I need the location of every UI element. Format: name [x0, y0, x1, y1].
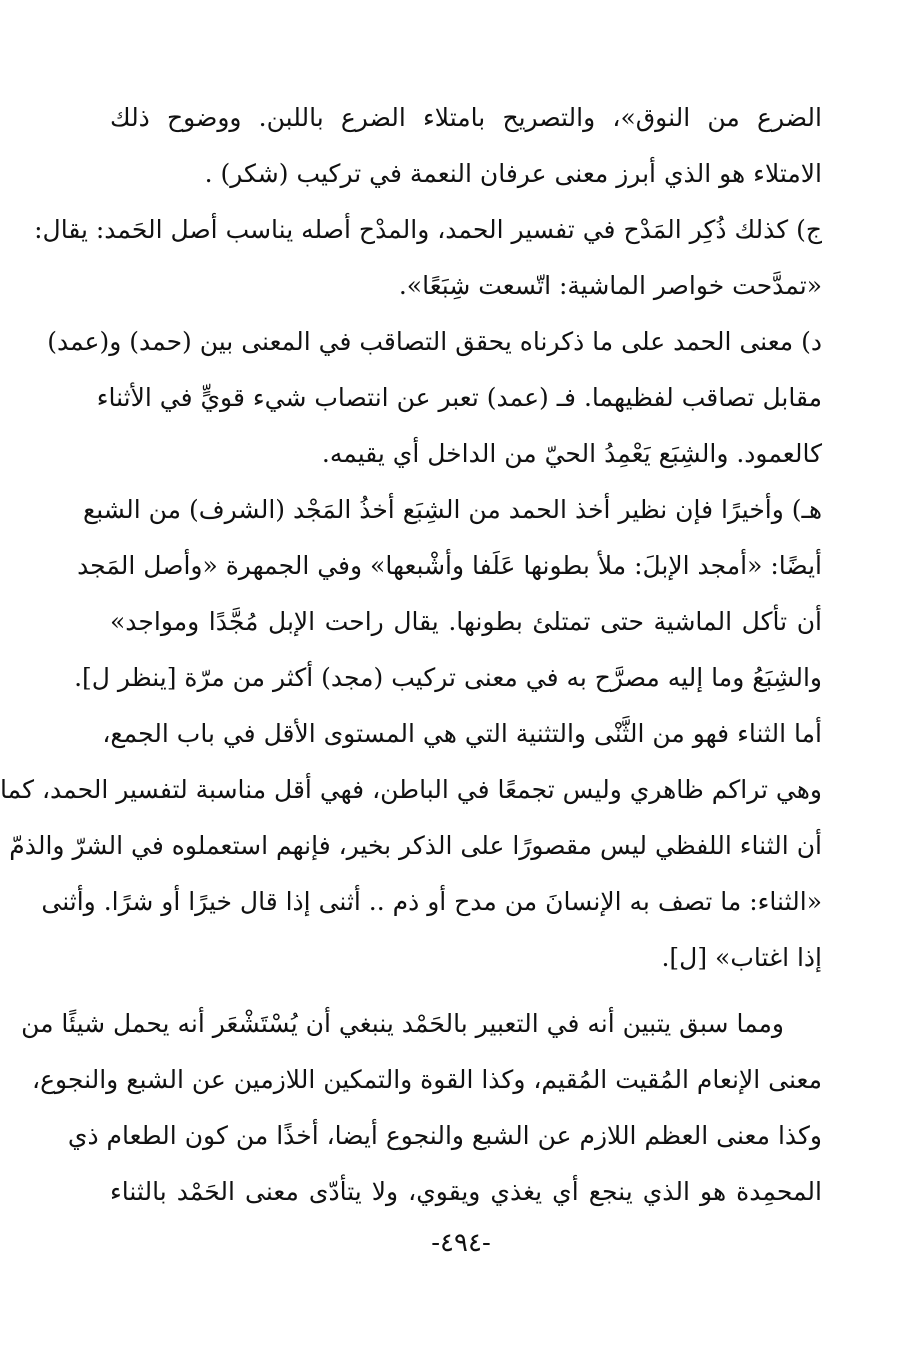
- page-text: [0, 90, 822, 1220]
- text-line: الامتلاء هو الذي أبرز معنى عرفان النعمة في تركيب (شكر) .: [204, 159, 822, 188]
- text-line: الضرع من النوق»، والتصريح بامتلاء الضرع باللبن. ووضوح ذلك: [110, 103, 822, 132]
- text-line: مقابل تصاقب لفظيهما. فـ (عمد) تعبر عن انتصاب شيء قويٍّ في الأثناء: [96, 383, 822, 412]
- text-line: وكذا معنى العظم اللازم عن الشبع والنجوع أيضا، أخذًا من كون الطعام ذي: [67, 1121, 822, 1150]
- text-line: إذا اغتاب» [ل].: [661, 943, 822, 972]
- text-line: «الثناء: ما تصف به الإنسانَ من مدح أو ذم .. أثنى إذا قال خيرًا أو شرًا. وأثنى: [41, 887, 822, 916]
- text-line: أيضًا: «أمجد الإبلَ: ملأ بطونها عَلَفا وأشْبعها» وفي الجمهرة «وأصل المَجد: [77, 551, 822, 580]
- list-item-dal: د) معنى الحمد على ما ذكرناه يحقق التصاقب في المعنى بين (حمد) و(عمد): [47, 327, 822, 356]
- text-line: كالعمود. والشِبَع يَعْمِدُ الحيّ من الداخل أي يقيمه.: [321, 439, 822, 468]
- page-number: -٤٩٤-: [431, 1228, 491, 1258]
- text-line: أن تأكل الماشية حتى تمتلئ بطونها. يقال راحت الإبل مُجَّدًا ومواجد»: [110, 607, 822, 636]
- text-line: معنى الإنعام المُقيت المُقيم، وكذا القوة والتمكين اللازمين عن الشبع والنجوع،: [32, 1065, 822, 1094]
- text-line: «تمدَّحت خواصر الماشية: اتّسعت شِبَعًا».: [398, 271, 822, 300]
- text-line: أن الثناء اللفظي ليس مقصورًا على الذكر بخير، فإنهم استعملوه في الشرّ والذمّ: [9, 831, 822, 860]
- paragraph-start: ومما سبق يتبين أنه في التعبير بالحَمْد ينبغي أن يُسْتَشْعَر أنه يحمل شيئًا من: [21, 1009, 784, 1038]
- list-item-jim: ج) كذلك ذُكِر المَدْح في تفسير الحمد، والمدْح أصله يناسب أصل الحَمد: يقال:: [34, 215, 822, 244]
- text-line: وهي تراكم ظاهري وليس تجمعًا في الباطن، فهي أقل مناسبة لتفسير الحمد، كما: [0, 775, 822, 804]
- paragraph-start: أما الثناء فهو من الثَّنْى والتثنية التي هي المستوى الأقل في باب الجمع،: [102, 719, 822, 748]
- text-line: والشِبَعُ وما إليه مصرَّح به في معنى تركيب (مجد) أكثر من مرّة [ينظر ل].: [74, 663, 822, 692]
- list-item-ha: هـ) وأخيرًا فإن نظير أخذ الحمد من الشِبَع أخذُ المَجْد (الشرف) من الشبع: [82, 495, 822, 524]
- text-line: المحمِدة هو الذي ينجع أي يغذي ويقوي، ولا يتأدّى معنى الحَمْد بالثناء: [110, 1177, 822, 1206]
